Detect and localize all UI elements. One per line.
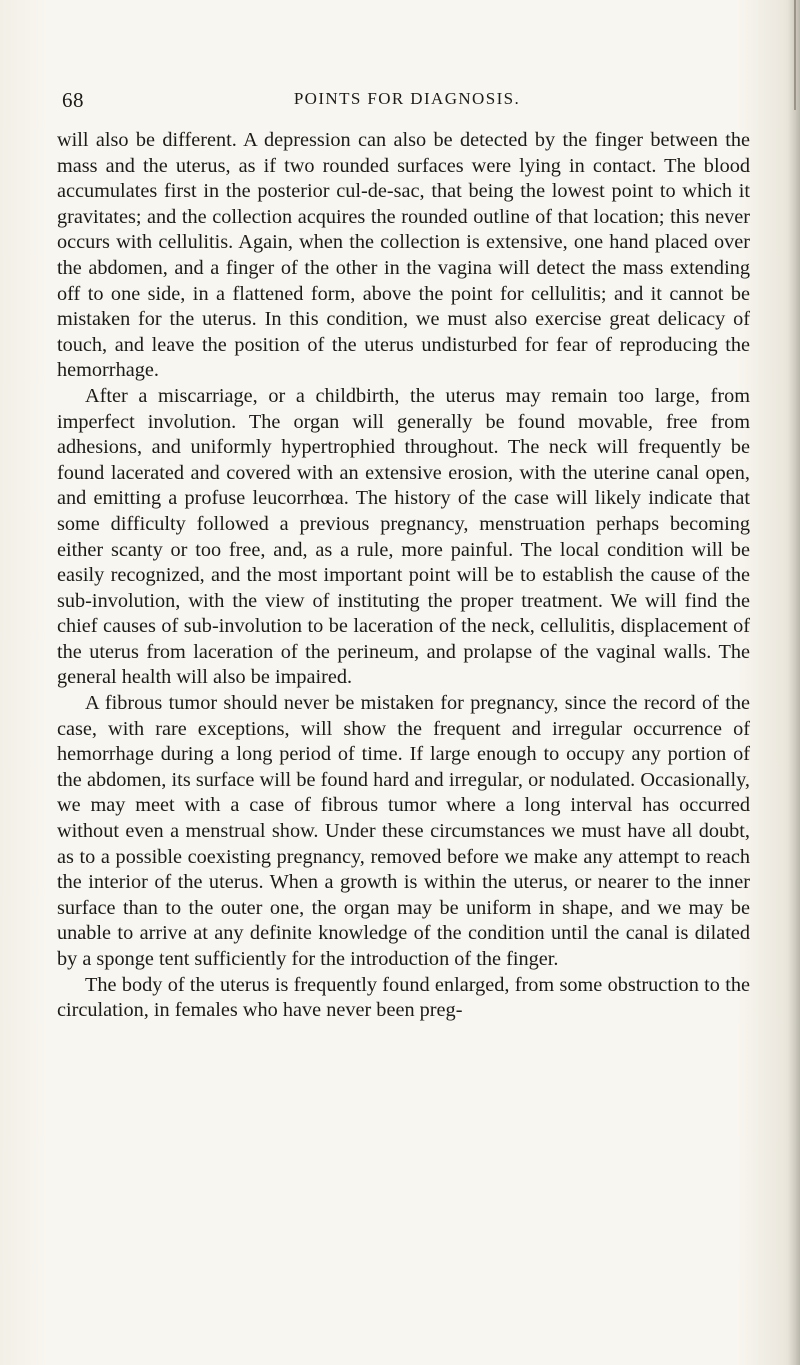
body-text — [57, 128, 750, 1024]
paragraph-fibrous-tumor: A fibrous tumor should never be mistaken for pregnancy, since the record of the case, with rare exceptions, will show the frequent and irregular occurrence of hemorrhage during a long period of time. If large enough to occupy any portion of the abdomen, its surface will be found hard and irregular, or nodulated. Occasionally, we may meet with a case of fibrous tumor where a long interval has occurred without even a menstrual show. Under these circumstances we must have all doubt, as to a possible coexisting pregnancy, removed before we make any attempt to reach the interior of the uterus. When a growth is within the uterus, or nearer to the inner surface than to the outer one, the organ may be uniform in shape, and we may be unable to arrive at any definite knowledge of the condition until the canal is dilated by a sponge tent sufficiently for the introduction of the finger. — [57, 692, 750, 970]
running-head: POINTS FOR DIAGNOSIS. — [293, 89, 521, 108]
page-edge-shadow — [788, 0, 800, 1365]
page-number: 68 — [62, 88, 84, 112]
paragraph-enlarged-uterus: The body of the uterus is frequently found enlarged, from some obstruction to the circulation, in females who have never been preg- — [57, 973, 750, 1022]
page-edge-line — [794, 0, 796, 110]
paragraph-continuation: will also be different. A depression can also be detected by the finger between the mass and the uterus, as if two rounded surfaces were lying in contact. The blood accumulates first in the posterior cul-de-sac, that being the lowest point to which it gravitates; and the collection acquires the rounded outline of that location; this never occurs with cellulitis. Again, when the collection is extensive, one hand placed over the abdomen, and a finger of the other in the vagina will detect the mass extending off to one side, in a flattened form, above the point for cellulitis; and it cannot be mistaken for the uterus. In this condition, we must also exercise great delicacy of touch, and leave the position of the uterus undisturbed for fear of reproducing the hemorrhage. — [57, 129, 750, 382]
paragraph-subinvolution: After a miscarriage, or a childbirth, the uterus may remain too large, from imperfect involution. The organ will generally be found movable, free from adhesions, and uniformly hypertrophied throughout. The neck will frequently be found lacerated and covered with an extensive erosion, with the uterine canal open, and emitting a profuse leucorrhœa. The history of the case will likely indicate that some difficulty followed a previous pregnancy, menstruation perhaps becoming either scanty or too free, and, as a rule, more painful. The local condition will be easily recognized, and the most important point will be to establish the cause of the sub-involution, with the view of instituting the proper treatment. We will find the chief causes of sub-involution to be laceration of the neck, cellulitis, displacement of the uterus from laceration of the perineum, and prolapse of the vaginal walls. The general health will also be impaired. — [57, 384, 750, 689]
page-header — [62, 88, 752, 118]
